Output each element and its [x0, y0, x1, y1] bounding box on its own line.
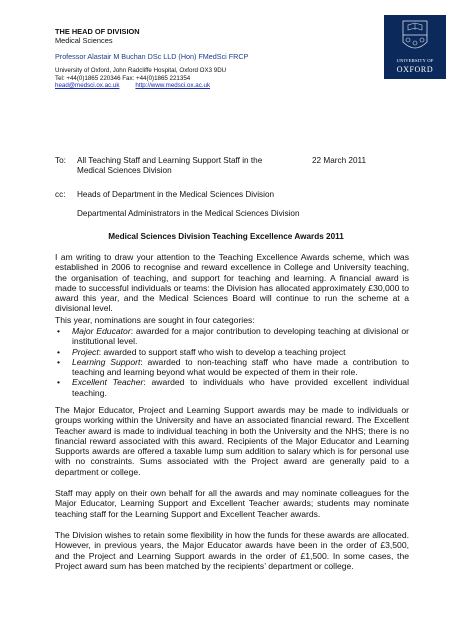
letter-title: Medical Sciences Division Teaching Excellence Awards 2011 — [108, 232, 344, 241]
paragraph-intro: I am writing to draw your attention to the Teaching Excellence Awards scheme, which was established in 2006 to recognise and reward excellence in College and University teaching, the organisation of teaching, and support for teaching and learning. A financial award is made to successful individuals or teams: the Division has allocated approximately £30,000 to award this year, and the Medical Sciences Board will continue to run the scheme at a divisional level. — [55, 252, 409, 314]
logo-line1: UNIVERSITY OF — [396, 58, 434, 63]
letterhead — [55, 27, 335, 90]
cc-line2: Departmental Administrators in the Medical Sciences Division — [77, 209, 300, 219]
letter-date: 22 March 2011 — [312, 156, 367, 165]
postal-address: University of Oxford, John Radcliffe Hospital, Oxford OX3 9DU — [55, 67, 227, 74]
head-of-division-title: THE HEAD OF DIVISION — [55, 27, 140, 36]
to-label: To: — [55, 156, 66, 165]
to-line1: All Teaching Staff and Learning Support Staff in the — [77, 156, 263, 165]
list-item — [55, 326, 409, 347]
paragraph-categories-intro: This year, nominations are sought in four categories: — [55, 315, 255, 325]
email-link[interactable]: head@medsci.ox.ac.uk — [55, 82, 120, 90]
paragraph-award-details: The Major Educator, Project and Learning Support awards may be made to individuals or groups working within the University and have an associated financial reward. The Excellent Teacher award is made to individual teaching in both the University and the NHS; there is no financial reward associated with this award. Recipients of the Major Educator and Learning Supports awards are offered a taxable lump sum addition to salary which is for personal use with no constraints. Sums associated with the Project award are generally paid to a department or college. — [55, 405, 409, 477]
to-line2: Medical Sciences Division — [77, 166, 172, 176]
bullet-icon: • — [57, 356, 61, 367]
university-logo — [384, 15, 446, 79]
category-description: : awarded to individuals who have provided excellent individual teaching. — [72, 377, 409, 398]
logo-line2: OXFORD — [396, 65, 434, 74]
crest-icon — [384, 15, 446, 59]
category-name: Major Educator — [72, 326, 131, 336]
list-item — [55, 347, 409, 357]
sender-name: Professor Alastair M Buchan DSc LLD (Hon) FMedSci FRCP — [55, 52, 249, 61]
cc-label: cc: — [55, 190, 66, 199]
cc-block — [55, 190, 415, 219]
list-item — [55, 357, 409, 378]
department-name: Medical Sciences — [55, 36, 113, 45]
cc-line1: Heads of Department in the Medical Sciences Division — [77, 190, 275, 199]
phone-fax: Tel: +44(0)1865 220346 Fax: +44(0)1865 221354 — [55, 74, 191, 82]
bullet-icon: • — [57, 326, 61, 336]
contact-links — [55, 82, 335, 90]
paragraph-funding: The Division wishes to retain some flexibility in how the funds for these awards are allocated. However, in previous years, the Major Educator awards have been in the order of £3,500, and the Project and Learning Support awards in the order of £1,500. In some cases, the Project award sum has been matched by the recipients’ department or college. — [55, 530, 409, 571]
category-description: : awarded for a major contribution to developing teaching at divisional or institutional level. — [72, 326, 410, 347]
category-name: Excellent Teacher — [72, 377, 144, 388]
category-name: Learning Support — [72, 356, 141, 367]
paragraph-nominations: Staff may apply on their own behalf for all the awards and may nominate colleagues for the Major Educator, Learning Support and Excellent Teacher awards; students may nominate teaching staff for the Learning Support and Excellent Teacher awards. — [55, 488, 409, 519]
list-item — [55, 377, 409, 398]
category-description: : awarded to support staff who wish to develop a teaching project — [98, 346, 346, 357]
bullet-icon: • — [57, 377, 61, 388]
website-link[interactable]: http://www.medsci.ox.ac.uk — [135, 82, 211, 90]
to-block — [55, 156, 415, 176]
categories-list — [55, 326, 409, 398]
category-description: : awarded to non-teaching staff who have made a contribution to teaching and learning beyond what would be expected of them in their role. — [72, 356, 409, 378]
bullet-icon: • — [57, 346, 61, 357]
category-name: Project — [72, 346, 99, 357]
